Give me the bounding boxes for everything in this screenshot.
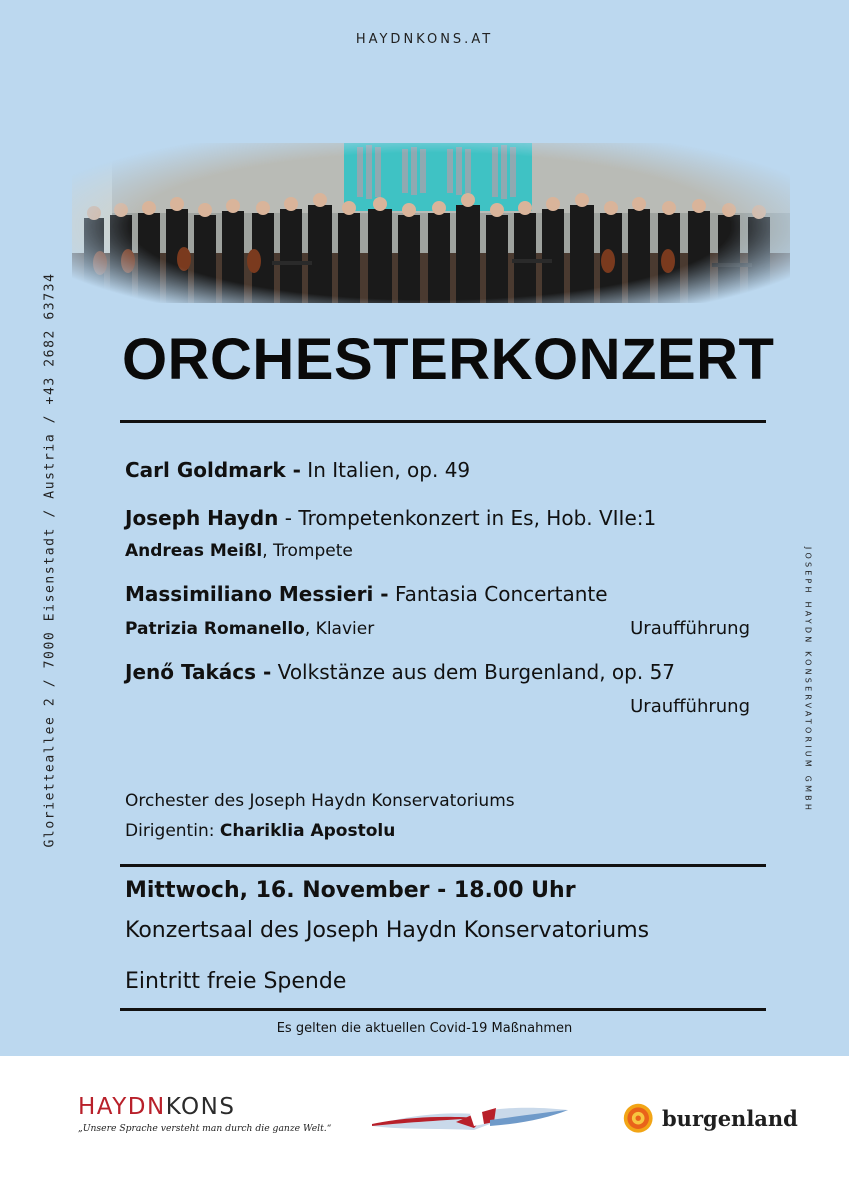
performer-meissl bbox=[125, 541, 353, 561]
haydnkons-wordmark bbox=[78, 1096, 331, 1119]
performer-name: Patrizia Romanello bbox=[125, 619, 305, 639]
program-item-messieri bbox=[125, 582, 608, 606]
performer-romanello bbox=[125, 619, 374, 639]
work-title: In Italien, op. 49 bbox=[300, 458, 471, 482]
program-item-takacs bbox=[125, 660, 675, 684]
premiere-note-takacs: Uraufführung bbox=[630, 696, 750, 717]
event-venue: Konzertsaal des Joseph Haydn Konservatoriums bbox=[125, 918, 650, 943]
divider-top bbox=[120, 420, 766, 423]
work-title: Fantasia Concertante bbox=[388, 582, 608, 606]
divider-bottom bbox=[120, 1008, 766, 1011]
haydnkons-wordmark-part1: HAYDN bbox=[78, 1094, 166, 1120]
covid-notice: Es gelten die aktuellen Covid-19 Maßnahmen bbox=[276, 1021, 573, 1036]
sponsor-footer bbox=[0, 1056, 849, 1200]
event-admission: Eintritt freie Spende bbox=[125, 969, 347, 994]
orchestra-photo bbox=[72, 143, 790, 303]
burgenland-sun-icon bbox=[622, 1102, 658, 1138]
haydnkons-slogan: „Unsere Sprache versteht man durch die ganze Welt.“ bbox=[78, 1123, 332, 1134]
composer-name: Massimiliano Messieri - bbox=[125, 582, 389, 606]
composer-name: Joseph Haydn bbox=[125, 506, 279, 530]
austria-flag-swoosh-icon bbox=[370, 1100, 570, 1140]
conductor-line bbox=[125, 821, 395, 841]
company-vertical-text: JOSEPH HAYDN KONSERVATORIUM GMBH bbox=[803, 546, 813, 814]
composer-name: Jenő Takács - bbox=[125, 660, 272, 684]
program-item-goldmark bbox=[125, 458, 470, 482]
conductor-name: Chariklia Apostolu bbox=[219, 821, 396, 841]
program-item-haydn bbox=[125, 506, 656, 530]
work-title: - Trompetenkonzert in Es, Hob. VIIe:1 bbox=[278, 506, 657, 530]
address-vertical-text: Glorietteallee 2 / 7000 Eisenstadt / Austria / +43 2682 63734 bbox=[42, 272, 58, 848]
orchestra-name: Orchester des Joseph Haydn Konservatoriums bbox=[125, 791, 515, 811]
website-header[interactable]: HAYDNKONS.AT bbox=[355, 32, 494, 47]
haydnkons-logo bbox=[78, 1096, 331, 1134]
burgenland-wordmark: burgenland bbox=[662, 1106, 798, 1131]
work-title: Volkstänze aus dem Burgenland, op. 57 bbox=[271, 660, 676, 684]
orchestra-photo-illustration bbox=[72, 143, 790, 303]
performer-role: , Trompete bbox=[262, 541, 353, 561]
performer-role: , Klavier bbox=[304, 619, 375, 639]
performer-name: Andreas Meißl bbox=[125, 541, 263, 561]
composer-name: Carl Goldmark - bbox=[125, 458, 301, 482]
event-date-time: Mittwoch, 16. November - 18.00 Uhr bbox=[125, 878, 576, 903]
premiere-note-messieri: Uraufführung bbox=[630, 618, 750, 639]
divider-middle bbox=[120, 864, 766, 867]
concert-title: ORCHESTERKONZERT bbox=[122, 327, 775, 392]
conductor-label: Dirigentin: bbox=[125, 821, 220, 841]
burgenland-logo bbox=[622, 1102, 798, 1142]
haydnkons-wordmark-part2: KONS bbox=[165, 1094, 236, 1120]
